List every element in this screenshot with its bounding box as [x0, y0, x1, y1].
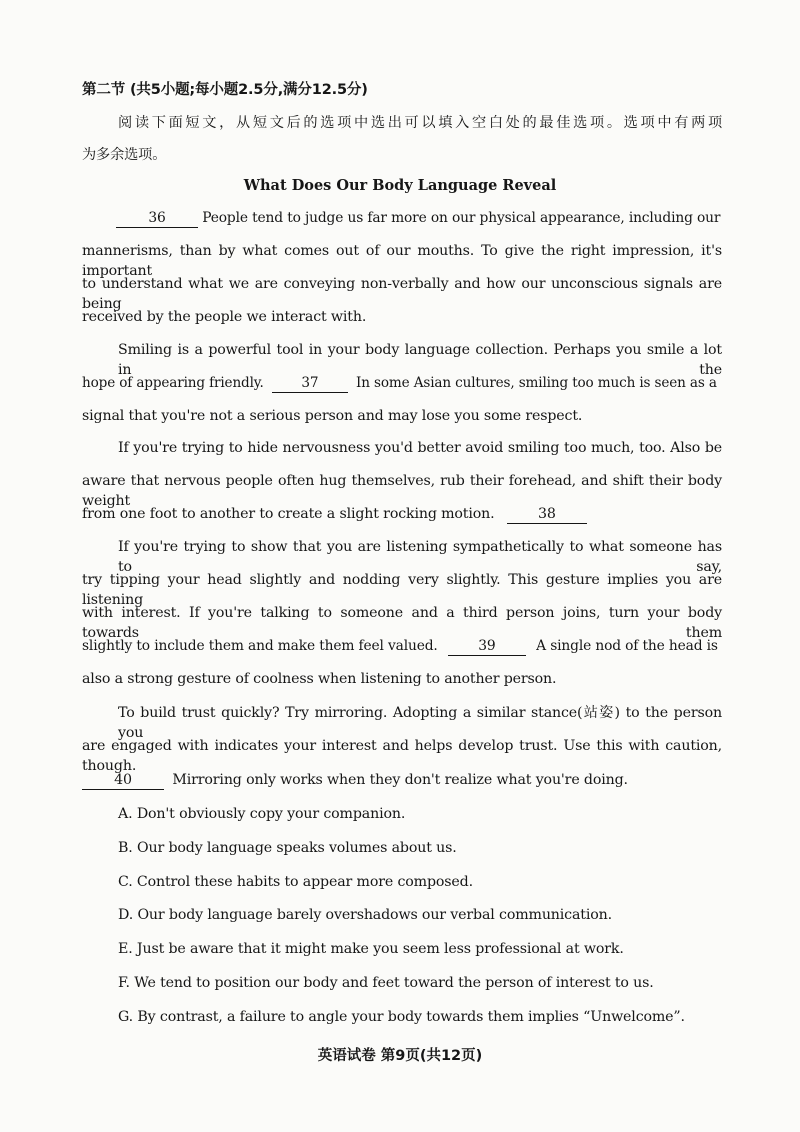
option-e: E. Just be aware that it might make you seem less professional at work.: [118, 941, 624, 957]
p3-line-3-text: from one foot to another to create a slight rocking motion.: [82, 506, 495, 522]
paragraph-5-line-2: are engaged with indicates your interest and helps develop trust. Use this with caution, though.: [82, 738, 722, 774]
page-footer: 英语试卷 第9页(共12页): [317, 1048, 483, 1064]
paragraph-5-line-3: [82, 770, 722, 790]
instruction-line-1: 阅读下面短文，从短文后的选项中选出可以填入空白处的最佳选项。选项中有两项: [118, 115, 722, 131]
blank-38: 38: [507, 506, 587, 524]
p2-line-2-text-a: hope of appearing friendly.: [82, 375, 264, 391]
option-f: F. We tend to position our body and feet toward the person of interest to us.: [118, 975, 654, 991]
option-a: A. Don't obviously copy your companion.: [118, 806, 406, 822]
option-c: C. Control these habits to appear more composed.: [118, 874, 473, 890]
paragraph-3-line-1: If you're trying to hide nervousness you'd better avoid smiling too much, too. Also be: [118, 440, 722, 456]
paragraph-4-line-1: If you're trying to show that you are listening sympathetically to what someone has to say,: [118, 539, 722, 575]
p4-line-4-text-b: A single nod of the head is: [536, 638, 718, 654]
p2-line-2-text-b: In some Asian cultures, smiling too much is seen as a: [356, 375, 717, 391]
paragraph-2-line-3: signal that you're not a serious person and may lose you some respect.: [82, 408, 583, 424]
paragraph-3-line-2: aware that nervous people often hug themselves, rub their forehead, and shift their body weight: [82, 473, 722, 509]
option-d: D. Our body language barely overshadows our verbal communication.: [118, 907, 612, 923]
p5-line-3-text: Mirroring only works when they don't realize what you're doing.: [172, 772, 628, 788]
paragraph-1-line-3: to understand what we are conveying non-verbally and how our unconscious signals are being: [82, 276, 722, 312]
option-b: B. Our body language speaks volumes about us.: [118, 840, 457, 856]
passage-title: What Does Our Body Language Reveal: [243, 177, 557, 194]
paragraph-1-line-1: [116, 208, 720, 228]
blank-37: 37: [272, 375, 348, 393]
option-g: G. By contrast, a failure to angle your body towards them implies “Unwelcome”.: [118, 1009, 685, 1025]
blank-36: 36: [116, 210, 198, 228]
paragraph-4-line-3: with interest. If you're talking to someone and a third person joins, turn your body towards them: [82, 605, 722, 641]
p1-line-1-text: People tend to judge us far more on our physical appearance, including our: [202, 210, 721, 226]
paragraph-4-line-4: [82, 636, 722, 656]
blank-40: 40: [82, 772, 164, 790]
p4-line-4-text-a: slightly to include them and make them feel valued.: [82, 638, 438, 654]
instruction-line-2: 为多余选项。: [82, 147, 167, 163]
paragraph-2-line-2: [82, 373, 722, 393]
paragraph-4-line-2: try tipping your head slightly and nodding very slightly. This gesture implies you are listening: [82, 572, 722, 608]
paragraph-1-line-2: mannerisms, than by what comes out of our mouths. To give the right impression, it's important: [82, 243, 722, 279]
paragraph-4-line-5: also a strong gesture of coolness when listening to another person.: [82, 671, 557, 687]
paragraph-3-line-3: [82, 504, 722, 524]
paragraph-2-line-1: Smiling is a powerful tool in your body language collection. Perhaps you smile a lot in the: [118, 342, 722, 378]
paragraph-5-line-1: To build trust quickly? Try mirroring. Adopting a similar stance(站姿) to the person you: [118, 705, 722, 741]
section-heading: 第二节 (共5小题;每小题2.5分,满分12.5分): [82, 82, 368, 98]
paragraph-1-line-4: received by the people we interact with.: [82, 309, 367, 325]
blank-39: 39: [448, 638, 526, 656]
